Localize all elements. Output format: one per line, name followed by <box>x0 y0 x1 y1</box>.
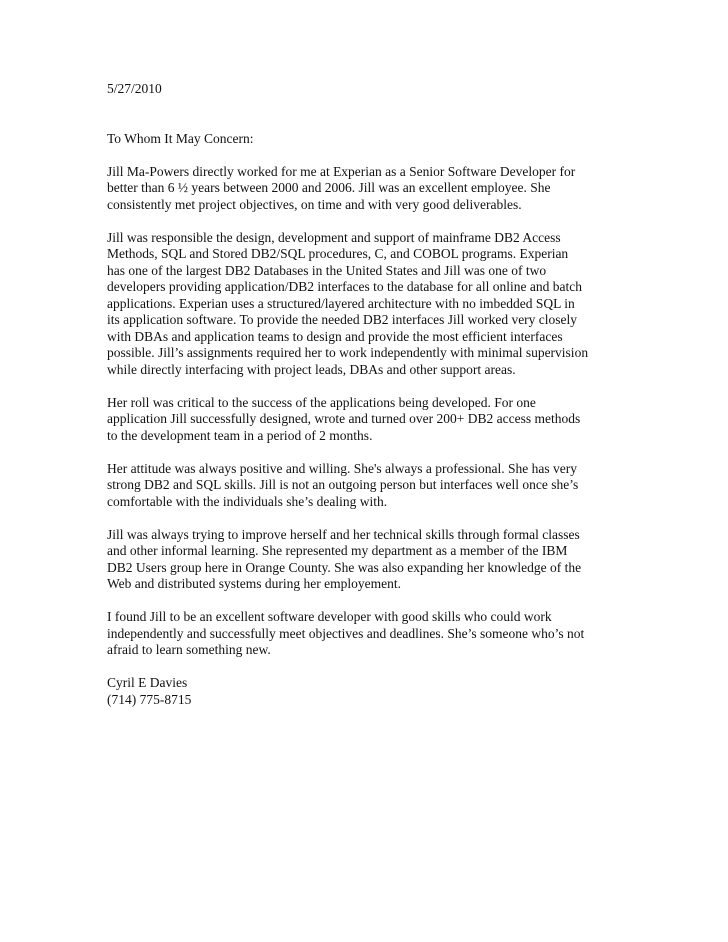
paragraph-line: strong DB2 and SQL skills. Jill is not an outgoing person but interfaces well once she’s <box>107 477 579 492</box>
paragraph-line: to the development team in a period of 2 months. <box>107 427 373 443</box>
paragraph-line: Jill was responsible the design, development and support of mainframe DB2 Access <box>107 229 561 245</box>
paragraph-line: applications. Experian uses a structured/layered architecture with no imbedded SQL in <box>107 295 575 311</box>
paragraph-line: its application software. To provide the needed DB2 interfaces Jill worked very closely <box>107 312 578 327</box>
paragraph-6 <box>107 609 627 659</box>
paragraph-line: and other informal learning. She represented my department as a member of the IBM <box>107 543 568 558</box>
paragraph-line: comfortable with the individuals she’s dealing with. <box>107 493 388 509</box>
paragraph-5 <box>107 527 627 593</box>
paragraph-2 <box>107 230 627 379</box>
paragraph-line: possible. Jill’s assignments required her to work independently with minimal supervision <box>107 345 589 360</box>
paragraph-line: while directly interfacing with project leads, DBAs and other support areas. <box>107 361 516 377</box>
letter-date: 5/27/2010 <box>107 81 162 96</box>
paragraph-line: DB2 Users group here in Orange County. She was also expanding her knowledge of the <box>107 559 582 575</box>
paragraph-line: Jill was always trying to improve herself and her technical skills through formal classes <box>107 526 580 542</box>
paragraph-line: Jill Ma-Powers directly worked for me at Experian as a Senior Software Developer for <box>107 163 576 179</box>
paragraph-line: developers providing application/DB2 interfaces to the database for all online and batch <box>107 279 582 294</box>
letter-page <box>107 81 627 708</box>
paragraph-line: has one of the largest DB2 Databases in the United States and Jill was one of two <box>107 262 547 278</box>
paragraph-line: application Jill successfully designed, wrote and turned over 200+ DB2 access methods <box>107 411 581 426</box>
paragraph-line: I found Jill to be an excellent software developer with good skills who could work <box>107 609 552 624</box>
paragraph-line: consistently met project objectives, on time and with very good deliverables. <box>107 196 522 212</box>
paragraph-line: Her roll was critical to the success of the applications being developed. For one <box>107 394 536 410</box>
salutation: To Whom It May Concern: <box>107 130 254 146</box>
paragraph-line: afraid to learn something new. <box>107 642 271 657</box>
paragraph-line: Web and distributed systems during her employement. <box>107 576 401 591</box>
signature-block <box>107 675 627 708</box>
signatory-name: Cyril E Davies <box>107 675 188 690</box>
signatory-phone: (714) 775-8715 <box>107 691 192 707</box>
paragraph-line: Methods, SQL and Stored DB2/SQL procedures, C, and COBOL programs. Experian <box>107 246 569 261</box>
paragraph-line: with DBAs and application teams to design and provide the most efficient interfaces <box>107 328 563 344</box>
paragraph-line: independently and successfully meet objectives and deadlines. She’s someone who’s not <box>107 625 585 641</box>
paragraph-1 <box>107 164 627 214</box>
paragraph-3 <box>107 395 627 445</box>
paragraph-line: Her attitude was always positive and willing. She's always a professional. She has very <box>107 460 577 476</box>
paragraph-line: better than 6 ½ years between 2000 and 2006. Jill was an excellent employee. She <box>107 180 551 195</box>
paragraph-4 <box>107 461 627 511</box>
